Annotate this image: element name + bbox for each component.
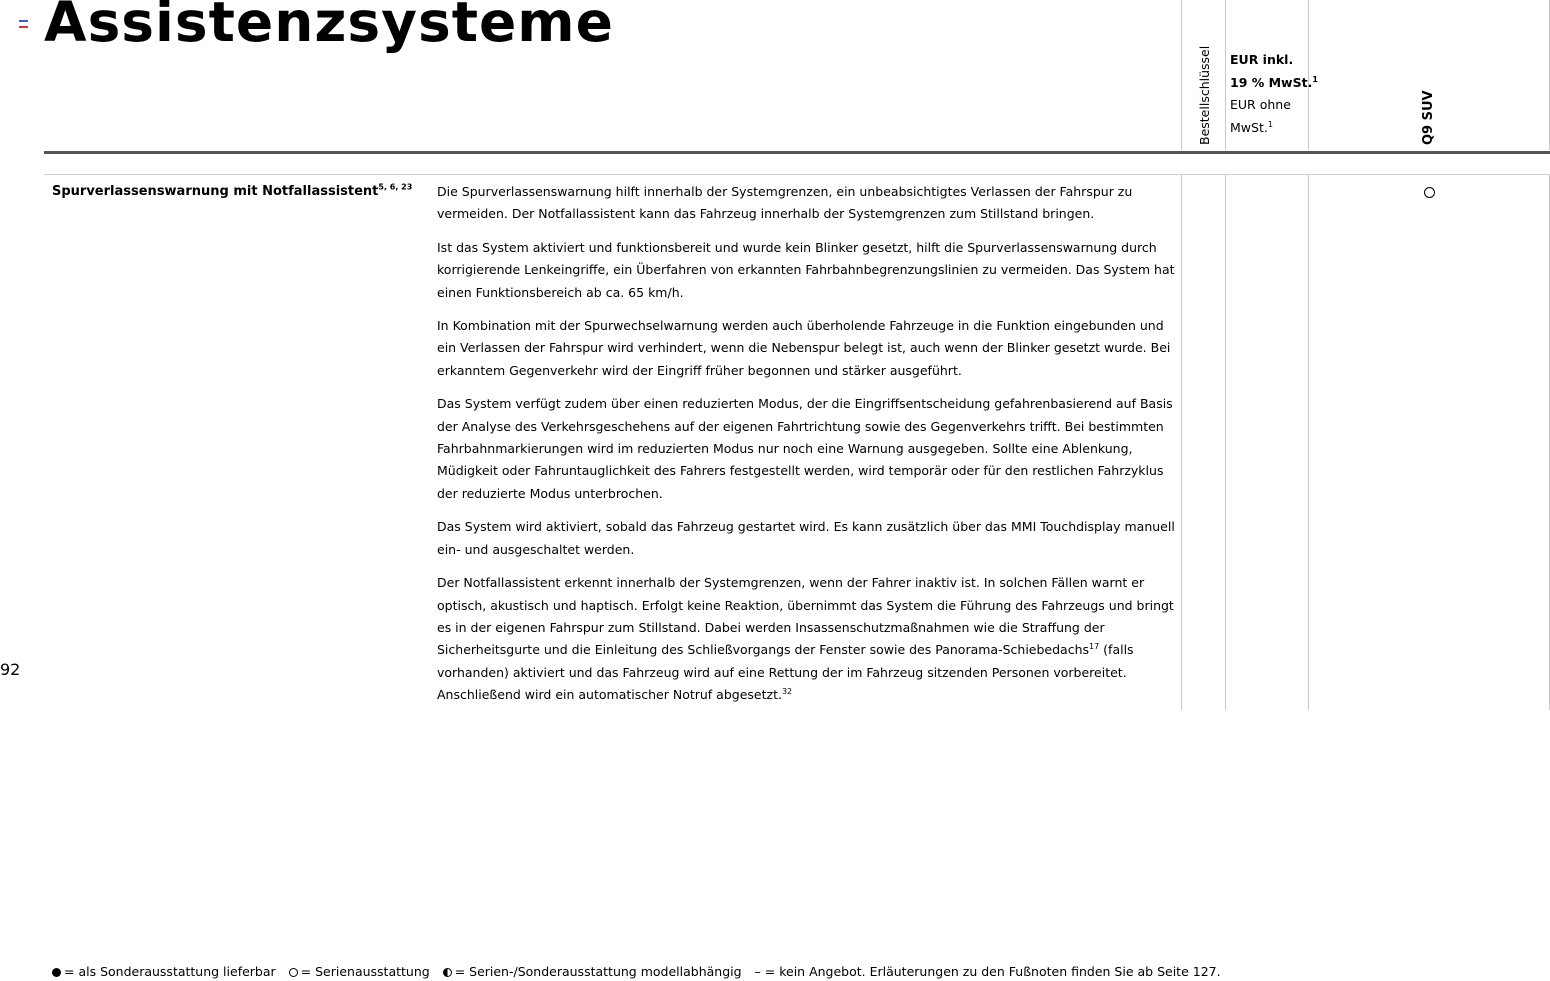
page-title: Assistenzsysteme: [44, 0, 614, 54]
price-gross-label-1: EUR inkl.: [1230, 52, 1294, 67]
description-paragraph: Das System verfügt zudem über einen reduzierten Modus, der die Eingriffsentscheidung gefahrenbasierend auf Basis der Analyse des Verkehrsgeschehens auf der eigenen Fahrtrichtung sowie des Gegenverkehrs trifft. Bei bestimmten Fahrbahnmarkierungen wird im reduzierten Modus nur noch eine Warnung ausgegeben. Sollte eine Ablenkung, Müdigkeit oder Fahruntauglichkeit des Fahrers festgestellt werden, wird temporär oder für den restlichen Fahrzyklus der reduzierte Modus unterbrochen.: [437, 396, 1173, 501]
column-divider: [1308, 175, 1309, 710]
description-paragraph: Die Spurverlassenswarnung hilft innerhalb der Systemgrenzen, ein unbeabsichtigtes Verlassen der Fahrspur zu vermeiden. Der Notfallassistent kann das Fahrzeug innerhalb der Systemgrenzen zum Stillstand bringen.: [437, 184, 1133, 222]
description-paragraph: In Kombination mit der Spurwechselwarnung werden auch überholende Fahrzeuge in die Funktion eingebunden und ein Verlassen der Fahrspur wird verhindert, wenn die Nebenspur belegt ist, auch wenn der Blinker gesetzt wurde. Bei erkanntem Gegenverkehr wird der Eingriff früher begonnen und stärker ausgeführt.: [437, 318, 1171, 378]
column-divider: [1225, 0, 1226, 150]
flag-icon: [19, 20, 28, 27]
price-net-label-2: MwSt.: [1230, 119, 1268, 135]
price-gross-label-2: 19 % MwSt.: [1230, 74, 1313, 90]
footnote-ref: 5, 6, 23: [378, 182, 413, 192]
description-paragraph: [437, 572, 1179, 706]
legend-none: = kein Angebot. Erläuterungen zu den Fußnoten finden Sie ab Seite 127.: [764, 964, 1221, 979]
column-header-model: Q9 SUV: [1421, 90, 1436, 145]
footnote-ref: 1: [1267, 119, 1273, 129]
footnote-ref: 17: [1089, 642, 1100, 652]
footnote-ref: 1: [1312, 74, 1318, 84]
page-number: 92: [0, 660, 21, 679]
legend-model-dependent: = Serien-/Sonderausstattung modellabhängig: [454, 964, 742, 979]
price-net-label-1: EUR ohne: [1230, 97, 1291, 112]
legend: [52, 964, 1221, 979]
legend-standard: = Serienausstattung: [300, 964, 430, 979]
description-text: Der Notfallassistent erkennt innerhalb der Systemgrenzen, wenn der Fahrer inaktiv ist. In solchen Fällen warnt er optisch, akustisch und haptisch. Erfolgt keine Reaktion, übernimmt das System die Führung des Fahrzeugs und bringt es in der eigenen Fahrspur zum Stillstand. Dabei werden Insassenschutzmaßnahmen wie die Straffung der Sicherheitsgurte und die Einleitung des Schließvorgangs der Fenster sowie des Panorama-Schiebedachs: [437, 575, 1174, 658]
description-paragraph: Das System wird aktiviert, sobald das Fahrzeug gestartet wird. Es kann zusätzlich über das MMI Touchdisplay manuell ein- und ausgeschaltet werden.: [437, 519, 1175, 557]
column-divider: [1181, 0, 1182, 150]
feature-name-text: Spurverlassenswarnung mit Notfallassistent: [52, 184, 379, 199]
column-divider: [1181, 175, 1182, 710]
legend-optional: = als Sonderausstattung lieferbar: [64, 964, 276, 979]
description-paragraph: Ist das System aktiviert und funktionsbereit und wurde kein Blinker gesetzt, hilft die Spurverlassenswarnung durch korrigierende Lenkeingriffe, ein Überfahren von erkannten Fahrbahnbegrenzungslinien zu vermeiden. Das System hat einen Funktionsbereich ab ca. 65 km/h.: [437, 239, 1175, 300]
footnote-ref: 32: [781, 686, 793, 696]
filled-circle-icon: [52, 968, 61, 977]
feature-description: [437, 181, 1179, 718]
dash-icon: –: [754, 964, 761, 979]
feature-name: [52, 184, 412, 199]
standard-circle-icon: [1424, 187, 1435, 198]
row-rule: [44, 174, 1550, 175]
column-header-price: [1230, 49, 1318, 139]
header-rule: [44, 151, 1550, 154]
empty-circle-icon: [289, 968, 298, 977]
half-circle-icon: [443, 968, 452, 977]
column-divider: [1225, 175, 1226, 710]
description-text: (falls vorhanden) aktiviert und das Fahrzeug wird auf eine Rettung der im Fahrzeug sitzenden Personen vorbereitet. Anschließend wird ein automatischer Notruf abgesetzt.: [437, 642, 1134, 703]
column-header-order-key: Bestellschlüssel: [1197, 45, 1212, 145]
